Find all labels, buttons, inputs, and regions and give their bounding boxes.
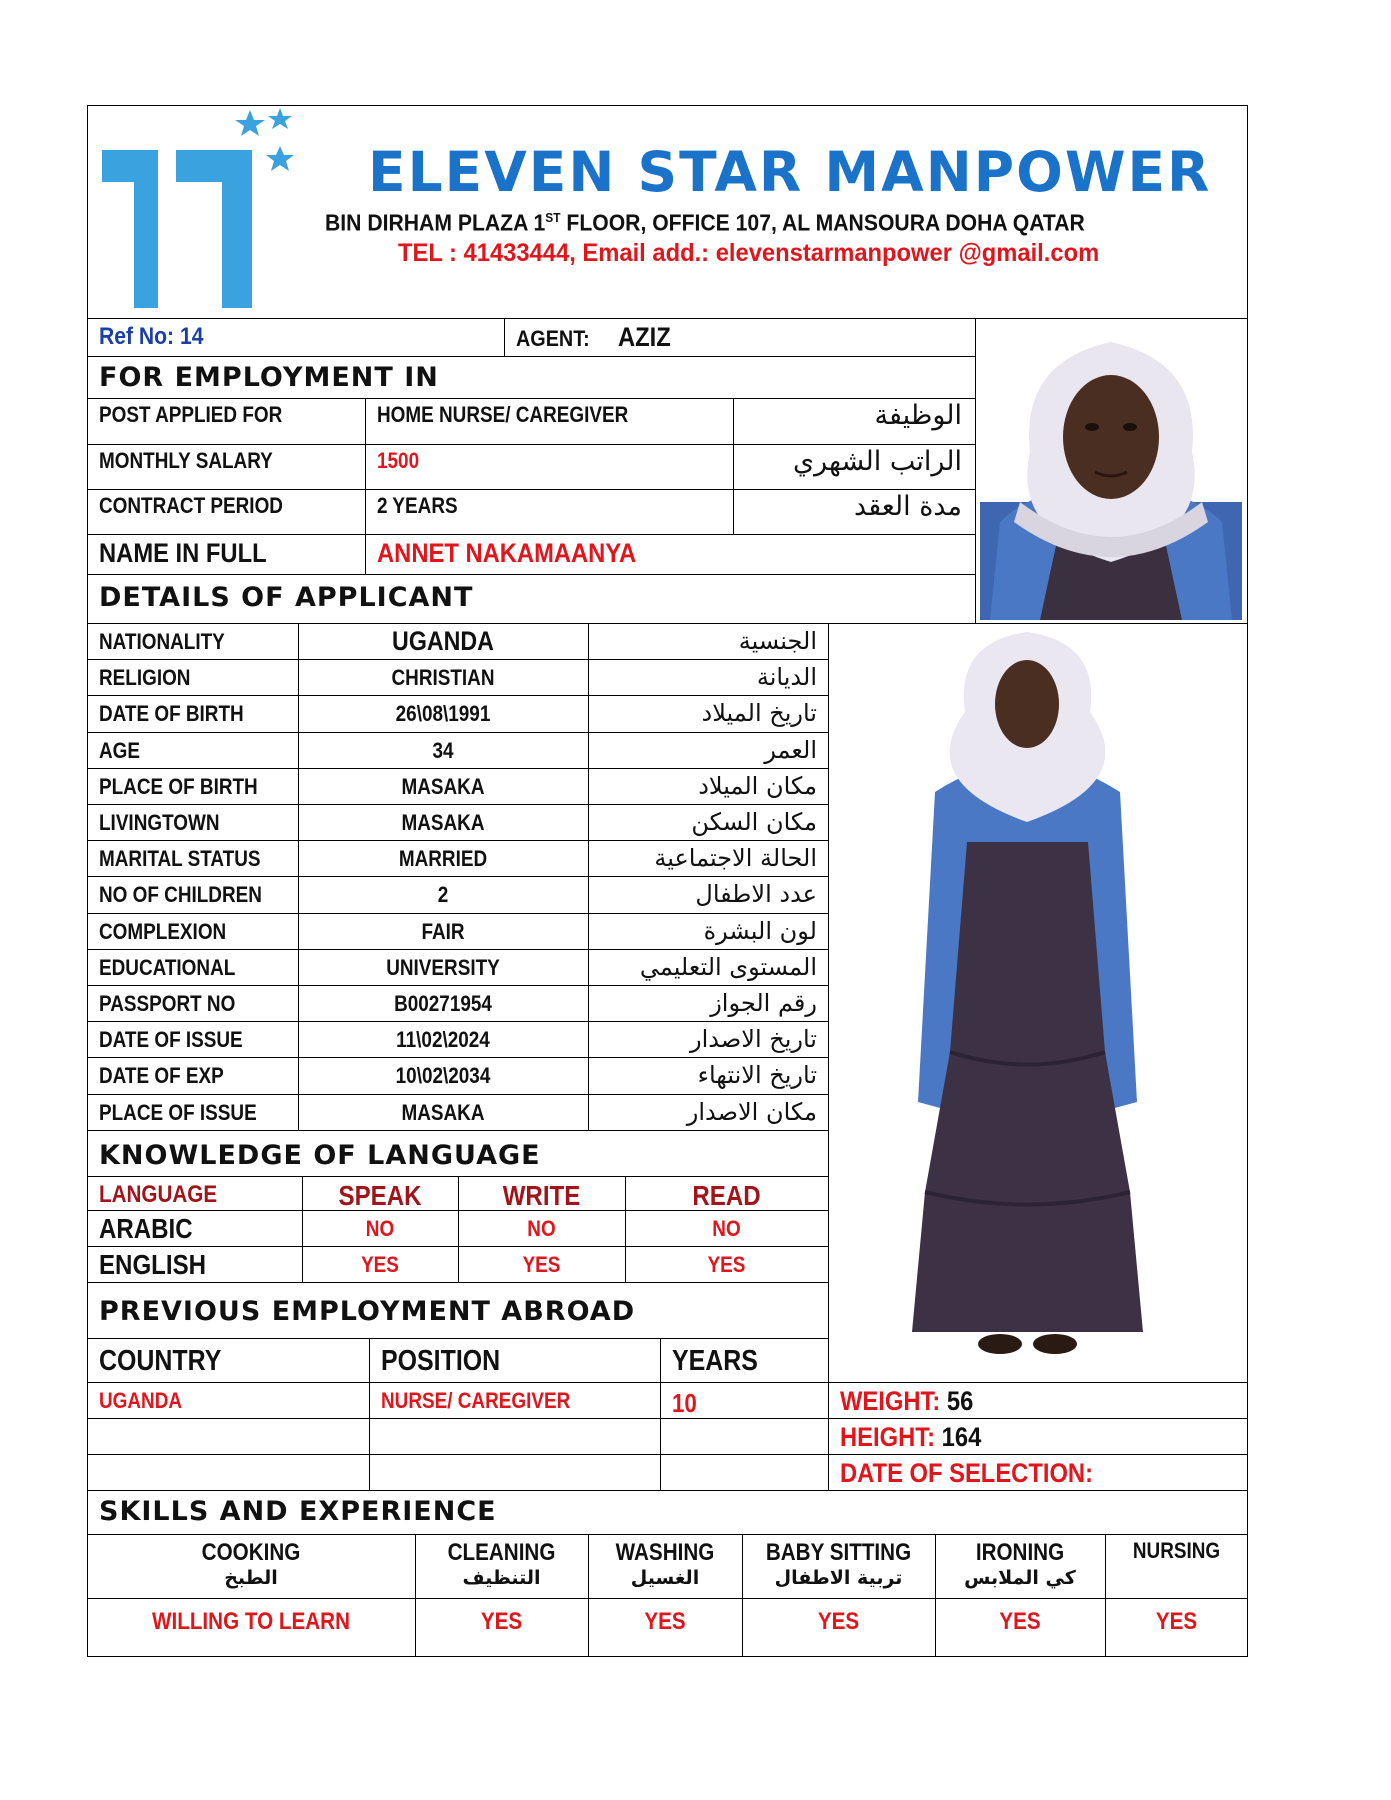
divider xyxy=(975,318,976,623)
name-in-full-value: ANNET NAKAMAANYA xyxy=(377,538,637,568)
detail-value: B00271954 xyxy=(394,991,492,1016)
read-header: READ xyxy=(692,1180,761,1211)
divider xyxy=(588,623,589,1130)
detail-value: FAIR xyxy=(421,918,465,944)
detail-label: DATE OF EXP xyxy=(99,1063,224,1089)
language-english-label: ENGLISH xyxy=(99,1249,207,1280)
divider xyxy=(87,1490,1248,1491)
detail-arabic-label: عدد الاطفال xyxy=(695,880,817,909)
detail-value: MASAKA xyxy=(401,1099,485,1125)
detail-label: AGE xyxy=(99,737,141,763)
english-read-value: YES xyxy=(707,1252,746,1277)
skill-name: WASHING xyxy=(615,1539,715,1566)
divider xyxy=(87,534,975,535)
applicant-full-body-photo xyxy=(905,632,1150,1380)
contract-period-value: 2 YEARS xyxy=(377,493,458,518)
applicant-portrait-photo xyxy=(980,322,1242,620)
detail-value: 2 xyxy=(437,882,449,908)
divider xyxy=(733,398,734,534)
divider xyxy=(87,398,975,399)
divider xyxy=(660,1338,661,1490)
arabic-read-value: NO xyxy=(712,1216,741,1241)
company-logo xyxy=(100,108,300,318)
address-superscript: ST xyxy=(545,210,561,225)
logo-eleven-star-icon xyxy=(100,108,300,318)
skill-value: YES xyxy=(999,1608,1041,1635)
skill-value: YES xyxy=(480,1608,523,1635)
detail-arabic-label: الجنسية xyxy=(738,627,817,655)
skill-value: WILLING TO LEARN xyxy=(152,1608,350,1635)
divider xyxy=(828,1382,829,1490)
contract-period-arabic: مدة العقد xyxy=(854,491,962,522)
divider xyxy=(87,840,828,841)
divider xyxy=(87,318,1248,319)
divider xyxy=(87,1057,828,1058)
date-of-selection-label: DATE OF SELECTION: xyxy=(840,1458,1093,1488)
divider xyxy=(87,1282,828,1283)
position-header: POSITION xyxy=(381,1345,501,1377)
divider xyxy=(87,768,828,769)
country-header: COUNTRY xyxy=(99,1345,222,1377)
post-applied-value: HOME NURSE/ CAREGIVER xyxy=(377,402,629,427)
height-label: HEIGHT: xyxy=(840,1422,936,1452)
detail-label: PLACE OF BIRTH xyxy=(99,773,258,799)
skill-value: YES xyxy=(1155,1608,1198,1635)
divider xyxy=(87,356,975,357)
detail-value: 10\02\2034 xyxy=(395,1063,491,1089)
divider xyxy=(87,444,975,445)
divider xyxy=(87,913,828,914)
divider xyxy=(87,1418,1248,1419)
divider xyxy=(365,398,366,574)
detail-arabic-label: مكان الميلاد xyxy=(698,771,817,800)
language-section-title: KNOWLEDGE OF LANGUAGE xyxy=(99,1140,541,1171)
divider xyxy=(87,1094,828,1095)
weight-value: 56 xyxy=(946,1386,974,1416)
skills-section-title: SKILLS AND EXPERIENCE xyxy=(99,1496,497,1527)
divider xyxy=(87,574,975,575)
detail-arabic-label: الحالة الاجتماعية xyxy=(654,844,817,873)
divider xyxy=(302,1176,303,1282)
english-write-value: YES xyxy=(522,1252,561,1277)
detail-value: 26\08\1991 xyxy=(395,701,491,727)
divider xyxy=(87,623,1248,624)
detail-label: LIVINGTOWN xyxy=(99,810,220,835)
detail-arabic-label: مكان الاصدار xyxy=(686,1097,817,1126)
monthly-salary-value: 1500 xyxy=(377,448,420,473)
divider xyxy=(458,1176,459,1282)
skill-arabic-name: الطبخ xyxy=(224,1567,278,1589)
english-speak-value: YES xyxy=(361,1252,399,1277)
detail-arabic-label: رقم الجواز xyxy=(710,989,817,1017)
divider xyxy=(87,985,828,986)
ref-value: 14 xyxy=(179,323,204,350)
detail-arabic-label: الديانة xyxy=(756,663,817,692)
detail-label: NO OF CHILDREN xyxy=(99,882,262,908)
skill-arabic-name: الغسيل xyxy=(630,1567,700,1589)
divider xyxy=(87,1534,1248,1535)
name-in-full-label: NAME IN FULL xyxy=(99,538,267,568)
skill-name: BABY SITTING xyxy=(765,1539,912,1566)
detail-arabic-label: العمر xyxy=(764,735,817,764)
post-applied-arabic: الوظيفة xyxy=(874,400,962,431)
detail-arabic-label: المستوى التعليمي xyxy=(639,952,817,981)
divider xyxy=(87,1338,828,1339)
detail-value: 11\02\2024 xyxy=(396,1027,490,1053)
divider xyxy=(828,623,829,1382)
divider xyxy=(369,1338,370,1490)
previous-employment-section-title: PREVIOUS EMPLOYMENT ABROAD xyxy=(99,1296,636,1327)
weight-field xyxy=(840,1388,973,1415)
post-applied-label: POST APPLIED FOR xyxy=(99,402,283,427)
skill-arabic-name: تربية الاطفال xyxy=(774,1567,903,1589)
divider xyxy=(87,1598,1248,1599)
detail-label: DATE OF BIRTH xyxy=(99,701,244,727)
company-name: ELEVEN STAR MANPOWER xyxy=(368,140,1212,204)
detail-value: MASAKA xyxy=(401,810,485,835)
skill-value: YES xyxy=(817,1608,860,1635)
height-value: 164 xyxy=(941,1422,982,1452)
detail-value: UGANDA xyxy=(392,626,494,656)
detail-value: UNIVERSITY xyxy=(386,954,500,980)
divider xyxy=(87,1382,1248,1383)
divider xyxy=(87,1454,1248,1455)
detail-label: DATE OF ISSUE xyxy=(99,1027,243,1053)
divider xyxy=(742,1534,743,1656)
previous-country-value: UGANDA xyxy=(99,1388,183,1413)
detail-label: EDUCATIONAL xyxy=(99,954,236,980)
detail-arabic-label: لون البشرة xyxy=(703,916,817,945)
detail-value: MASAKA xyxy=(401,773,485,799)
detail-arabic-label: تاريخ الميلاد xyxy=(701,699,817,728)
arabic-speak-value: NO xyxy=(365,1216,395,1241)
detail-arabic-label: تاريخ الانتهاء xyxy=(697,1061,817,1090)
detail-arabic-label: مكان السكن xyxy=(691,808,817,836)
address-text: BIN DIRHAM PLAZA 1 xyxy=(325,209,546,236)
detail-label: RELIGION xyxy=(99,665,191,691)
detail-label: PASSPORT NO xyxy=(99,991,236,1016)
divider xyxy=(87,804,828,805)
detail-label: PLACE OF ISSUE xyxy=(99,1099,257,1125)
skill-value: YES xyxy=(644,1608,686,1635)
company-contact: TEL : 41433444, Email add.: elevenstarmanpower @gmail.com xyxy=(398,239,1100,267)
divider xyxy=(415,1534,416,1656)
detail-label: NATIONALITY xyxy=(99,629,225,654)
write-header: WRITE xyxy=(502,1180,581,1211)
divider xyxy=(87,1021,828,1022)
skill-arabic-name: كي الملابس xyxy=(964,1567,1076,1589)
detail-label: MARITAL STATUS xyxy=(99,846,261,872)
contract-period-label: CONTRACT PERIOD xyxy=(99,493,283,518)
employment-section-title: FOR EMPLOYMENT IN xyxy=(99,362,439,393)
divider xyxy=(87,695,828,696)
language-arabic-label: ARABIC xyxy=(99,1213,193,1244)
divider xyxy=(87,876,828,877)
monthly-salary-label: MONTHLY SALARY xyxy=(99,448,273,473)
detail-value: CHRISTIAN xyxy=(391,665,495,691)
skill-name: IRONING xyxy=(975,1539,1065,1566)
detail-label: COMPLEXION xyxy=(99,918,227,944)
divider xyxy=(935,1534,936,1656)
weight-label: WEIGHT: xyxy=(840,1386,941,1416)
divider xyxy=(87,659,828,660)
arabic-write-value: NO xyxy=(527,1216,556,1241)
address-text-end: FLOOR, OFFICE 107, AL MANSOURA DOHA QATAR xyxy=(560,209,1085,236)
skill-name: NURSING xyxy=(1132,1538,1221,1563)
agent-value: AZIZ xyxy=(618,322,671,352)
language-header: LANGUAGE xyxy=(99,1181,218,1208)
agent-label: AGENT: xyxy=(516,326,590,351)
divider xyxy=(1105,1534,1106,1656)
ref-label: Ref No: xyxy=(99,323,175,350)
divider xyxy=(625,1176,626,1282)
divider xyxy=(87,949,828,950)
skill-arabic-name: التنظيف xyxy=(462,1567,541,1589)
skill-name: CLEANING xyxy=(447,1539,556,1566)
previous-position-value: NURSE/ CAREGIVER xyxy=(381,1388,571,1413)
years-header: YEARS xyxy=(672,1345,758,1377)
company-address xyxy=(325,211,1085,235)
detail-value: 34 xyxy=(432,737,454,763)
details-section-title: DETAILS OF APPLICANT xyxy=(99,582,474,613)
divider xyxy=(87,489,975,490)
height-field xyxy=(840,1424,981,1451)
ref-number xyxy=(99,325,203,349)
divider xyxy=(298,623,299,1130)
divider xyxy=(588,1534,589,1656)
previous-years-value: 10 xyxy=(672,1388,697,1418)
divider xyxy=(504,318,505,356)
detail-value: MARRIED xyxy=(398,846,488,872)
divider xyxy=(87,1130,828,1131)
detail-arabic-label: تاريخ الاصدار xyxy=(690,1025,817,1054)
monthly-salary-arabic: الراتب الشهري xyxy=(792,446,962,477)
speak-header: SPEAK xyxy=(338,1180,422,1211)
skill-name: COOKING xyxy=(201,1539,301,1566)
divider xyxy=(87,732,828,733)
